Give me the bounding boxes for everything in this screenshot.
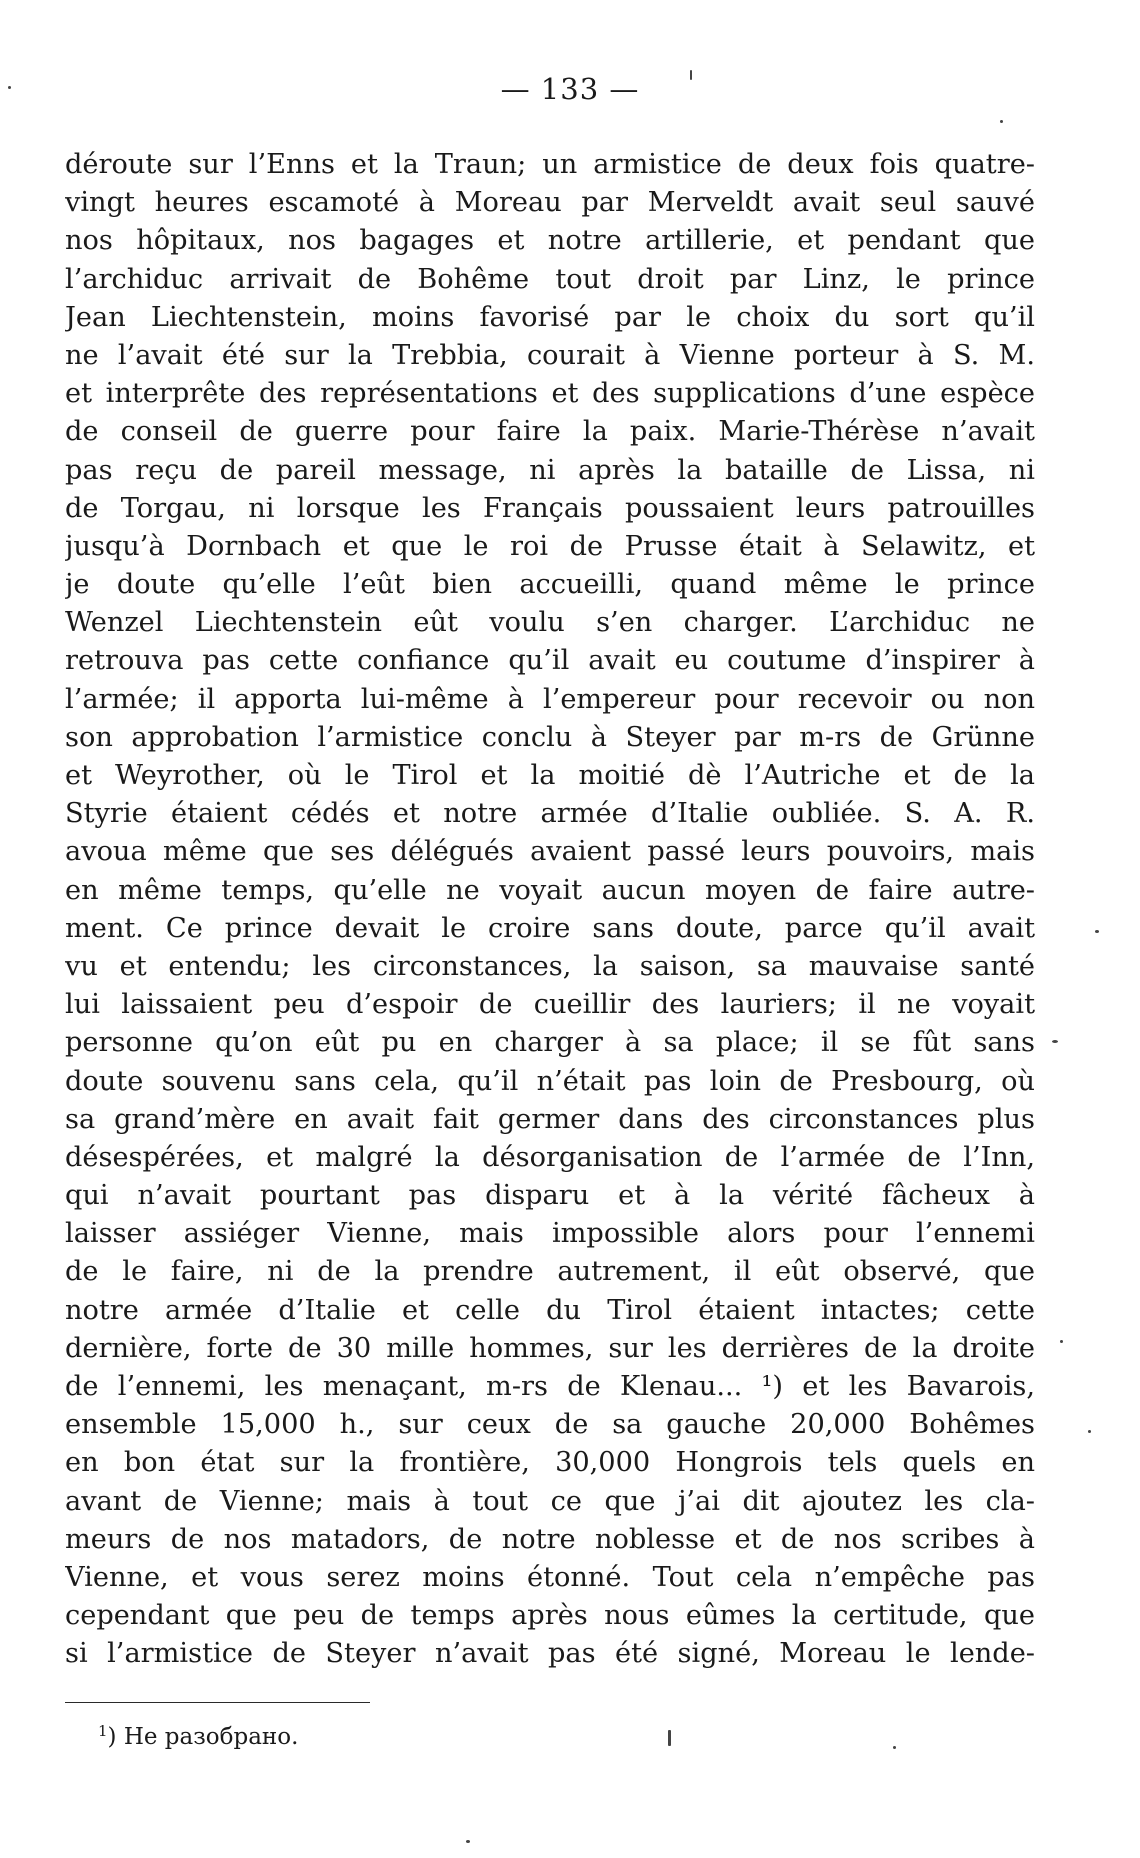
scan-speck	[668, 1730, 671, 1746]
text-line: son approbation l’armistice conclu à Steyer par m-rs de Grünne	[65, 721, 1035, 753]
scan-speck	[1095, 930, 1099, 933]
text-line: de le faire, ni de la prendre autrement, il eût observé, que	[65, 1256, 1035, 1288]
scan-speck	[690, 70, 692, 80]
text-line: en même temps, qu’elle ne voyait aucun moyen de faire autre-	[65, 874, 1035, 906]
text-line: Wenzel Liechtenstein eût voulu s’en charger. L’archiduc ne	[65, 607, 1035, 639]
text-line: Jean Liechtenstein, moins favorisé par le choix du sort qu’il	[65, 301, 1035, 333]
text-line: personne qu’on eût pu en charger à sa place; il se fût sans	[65, 1027, 1035, 1059]
scan-speck	[893, 1746, 896, 1749]
text-line: et Weyrother, où le Tirol et la moitié dè l’Autriche et de la	[65, 760, 1035, 791]
text-line: et interprête des représentations et des supplications d’une espèce	[65, 378, 1035, 410]
text-line: si l’armistice de Steyer n’avait pas été signé, Moreau le lende-	[65, 1638, 1035, 1670]
text-line: notre armée d’Italie et celle du Tirol étaient intactes; cette	[65, 1294, 1035, 1326]
text-line: désespérées, et malgré la désorganisation de l’armée de l’Inn,	[65, 1141, 1035, 1173]
text-line: avoua même que ses délégués avaient passé leurs pouvoirs, mais	[65, 836, 1035, 868]
body-text	[65, 146, 1035, 1674]
text-line: ensemble 15,000 h., sur ceux de sa gauche 20,000 Bohêmes	[65, 1409, 1035, 1441]
text-line: de Torgau, ni lorsque les Français poussaient leurs patrouilles	[65, 492, 1035, 524]
text-line: ne l’avait été sur la Trebbia, courait à Vienne porteur à S. M.	[65, 339, 1035, 371]
text-line: déroute sur l’Enns et la Traun; un armistice de deux fois quatre-	[65, 149, 1035, 180]
text-line: sa grand’mère en avait fait germer dans des circonstances plus	[65, 1103, 1035, 1135]
scan-speck	[1088, 1430, 1091, 1433]
text-line: de conseil de guerre pour faire la paix. Marie-Thérèse n’avait	[65, 416, 1035, 448]
text-line: retrouva pas cette confiance qu’il avait eu coutume d’inspirer à	[65, 645, 1035, 677]
footnote-text: ) Не разобрано.	[107, 1724, 299, 1750]
text-line: l’armée; il apporta lui-même à l’empereur pour recevoir ou non	[65, 683, 1035, 715]
text-line: jusqu’à Dornbach et que le roi de Prusse était à Selawitz, et	[65, 530, 1035, 562]
scan-speck	[1060, 1340, 1063, 1343]
page-number: — 133 —	[500, 72, 640, 106]
text-line: qui n’avait pourtant pas disparu et à la vérité fâcheux à	[65, 1180, 1035, 1212]
text-line: Vienne, et vous serez moins étonné. Tout cela n’empêche pas	[65, 1561, 1035, 1593]
text-line: nos hôpitaux, nos bagages et notre artillerie, et pendant que	[65, 225, 1035, 257]
text-line: je doute qu’elle l’eût bien accueilli, quand même le prince	[65, 569, 1035, 601]
footnote	[98, 1716, 298, 1752]
scan-speck	[8, 86, 11, 89]
text-line: lui laissaient peu d’espoir de cueillir des lauriers; il ne voyait	[65, 989, 1035, 1021]
text-line: l’archiduc arrivait de Bohême tout droit par Linz, le prince	[65, 263, 1035, 295]
scan-speck	[1000, 120, 1003, 123]
text-line: meurs de nos matadors, de notre noblesse et de nos scribes à	[65, 1523, 1035, 1555]
footnote-marker: 1	[98, 1722, 108, 1740]
text-line: laisser assiéger Vienne, mais impossible alors pour l’ennemi	[65, 1218, 1035, 1250]
scan-speck	[466, 1840, 470, 1843]
text-line: vingt heures escamoté à Moreau par Merveldt avait seul sauvé	[65, 187, 1035, 219]
text-line: Styrie étaient cédés et notre armée d’Italie oubliée. S. A. R.	[65, 798, 1035, 830]
footnote-divider	[65, 1702, 370, 1703]
text-line: cependant que peu de temps après nous eûmes la certitude, que	[65, 1600, 1035, 1632]
scan-speck	[1052, 1040, 1058, 1043]
text-line: vu et entendu; les circonstances, la saison, sa mauvaise santé	[65, 950, 1035, 982]
text-line: de l’ennemi, les menaçant, m-rs de Klenau... ¹) et les Bavarois,	[65, 1371, 1035, 1402]
text-line: en bon état sur la frontière, 30,000 Hongrois tels quels en	[65, 1447, 1035, 1479]
text-line: doute souvenu sans cela, qu’il n’était pas loin de Presbourg, où	[65, 1065, 1035, 1097]
text-line: dernière, forte de 30 mille hommes, sur les derrières de la droite	[65, 1332, 1035, 1364]
text-line: pas reçu de pareil message, ni après la bataille de Lissa, ni	[65, 454, 1035, 486]
text-line: avant de Vienne; mais à tout ce que j’ai dit ajoutez les cla-	[65, 1485, 1035, 1517]
text-line: ment. Ce prince devait le croire sans doute, parce qu’il avait	[65, 912, 1035, 944]
